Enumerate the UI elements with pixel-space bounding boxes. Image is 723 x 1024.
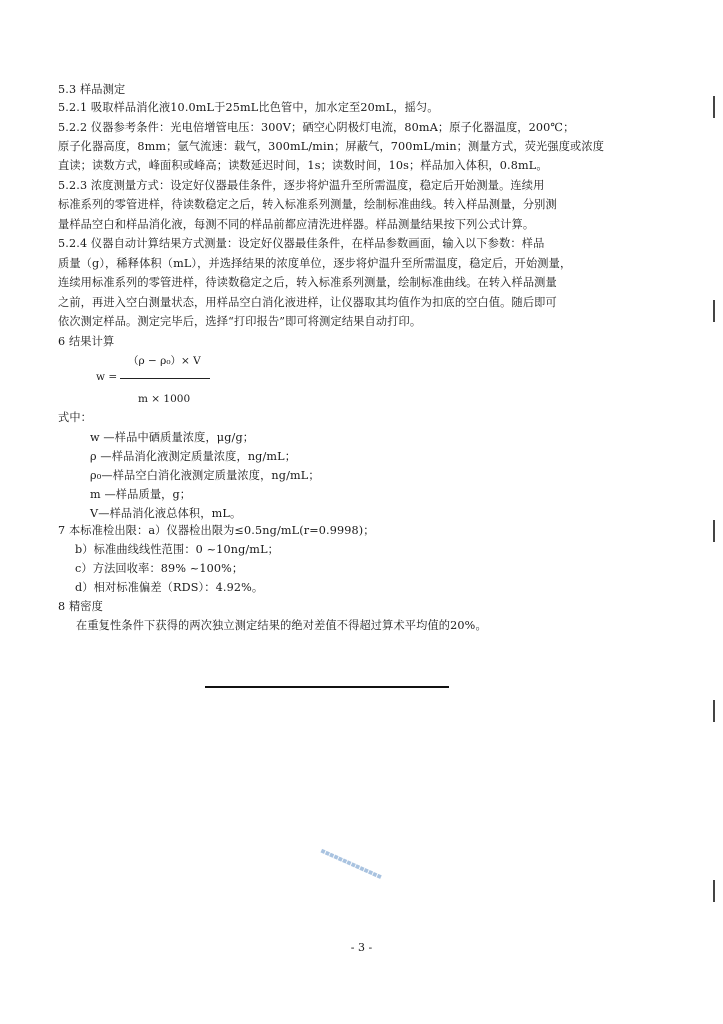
section8-text: 在重复性条件下获得的两次独立测定结果的绝对差值不得超过算术平均值的20%。 — [76, 619, 487, 632]
heading-7: 7 本标准检出限：a）仪器检出限为≤0.5ng/mL(r=0.9998)； — [58, 524, 375, 537]
watermark-stamp: ■■■■■■■■■■■■■■ — [319, 848, 383, 881]
heading-5-3: 5.3 样品测定 — [58, 83, 126, 96]
formula-fraction-bar — [120, 378, 210, 379]
para-5-2-3: 5.2.3 浓度测量方式：设定好仪器最佳条件，逐步将炉温升至所需温度，稳定后开始测量。连续用 — [58, 179, 545, 192]
para-5-2-2-cont: 直读；读数方式，峰面积或峰高；读数延迟时间，1s；读数时间，10s；样品加入体积，0.8mL。 — [58, 159, 548, 172]
para-5-2-1: 5.2.1 吸取样品消化液10.0mL于25mL比色管中，加水定至20mL，摇匀。 — [58, 101, 439, 114]
where-label: 式中： — [58, 411, 93, 424]
variable-definition: V—样品消化液总体积，mL。 — [90, 507, 242, 520]
para-5-2-4-cont: 连续用标准系列的零管进样，待读数稳定之后，转入标准系列测量，绘制标准曲线。在转入样品测量 — [58, 276, 557, 289]
variable-definition: ρ₀—样品空白消化液测定质量浓度，ng/mL； — [90, 469, 320, 482]
para-5-2-4: 5.2.4 仪器自动计算结果方式测量：设定好仪器最佳条件，在样品参数画面，输入以下参数：样品 — [58, 237, 545, 250]
para-5-2-4-cont: 依次测定样品。测定完毕后，选择“打印报告”即可将测定结果自动打印。 — [58, 315, 422, 328]
para-5-2-4-cont: 质量（g），稀释体积（mL），并选择结果的浓度单位，逐步将炉温升至所需温度，稳定后，开始测量， — [58, 257, 572, 270]
heading-8: 8 精密度 — [58, 600, 103, 613]
section7-item: d）相对标准偏差（RDS）：4.92%。 — [75, 581, 264, 594]
formula-denominator: m × 1000 — [138, 393, 191, 405]
section7-item: b）标准曲线线性范围：0 ~10ng/mL； — [75, 543, 279, 556]
variable-definition: w —样品中硒质量浓度，μg/g； — [90, 431, 255, 444]
para-5-2-3-cont: 量样品空白和样品消化液，每测不同的样品前都应清洗进样器。样品测量结果按下列公式计算。 — [58, 218, 535, 231]
para-5-2-2: 5.2.2 仪器参考条件：光电倍增管电压：300V；硒空心阴极灯电流，80mA；原子化器温度，200℃； — [58, 121, 575, 134]
para-5-2-4-cont: 之前，再进入空白测量状态，用样品空白消化液进样，让仪器取其均值作为扣底的空白值。随后即可 — [58, 296, 557, 309]
variable-definition: m —样品质量，g； — [90, 488, 192, 501]
section7-item: c）方法回收率：89% ~100%； — [75, 562, 244, 575]
heading-6: 6 结果计算 — [58, 335, 115, 348]
para-5-2-2-cont: 原子化器高度，8mm；氩气流速：载气，300mL/min；屏蔽气，700mL/min；测量方式，荧光强度或浓度 — [58, 140, 605, 153]
formula-numerator: （ρ − ρ₀）× V — [128, 355, 201, 367]
variable-definition: ρ —样品消化液测定质量浓度，ng/mL； — [90, 450, 297, 463]
end-divider — [205, 686, 449, 688]
page-number: - 3 - — [350, 941, 373, 954]
binding-edge-marks — [705, 0, 723, 1024]
formula-lhs: w = — [96, 371, 118, 383]
para-5-2-3-cont: 标准系列的零管进样，待读数稳定之后，转入标准系列测量，绘制标准曲线。转入样品测量，分别测 — [58, 198, 557, 211]
